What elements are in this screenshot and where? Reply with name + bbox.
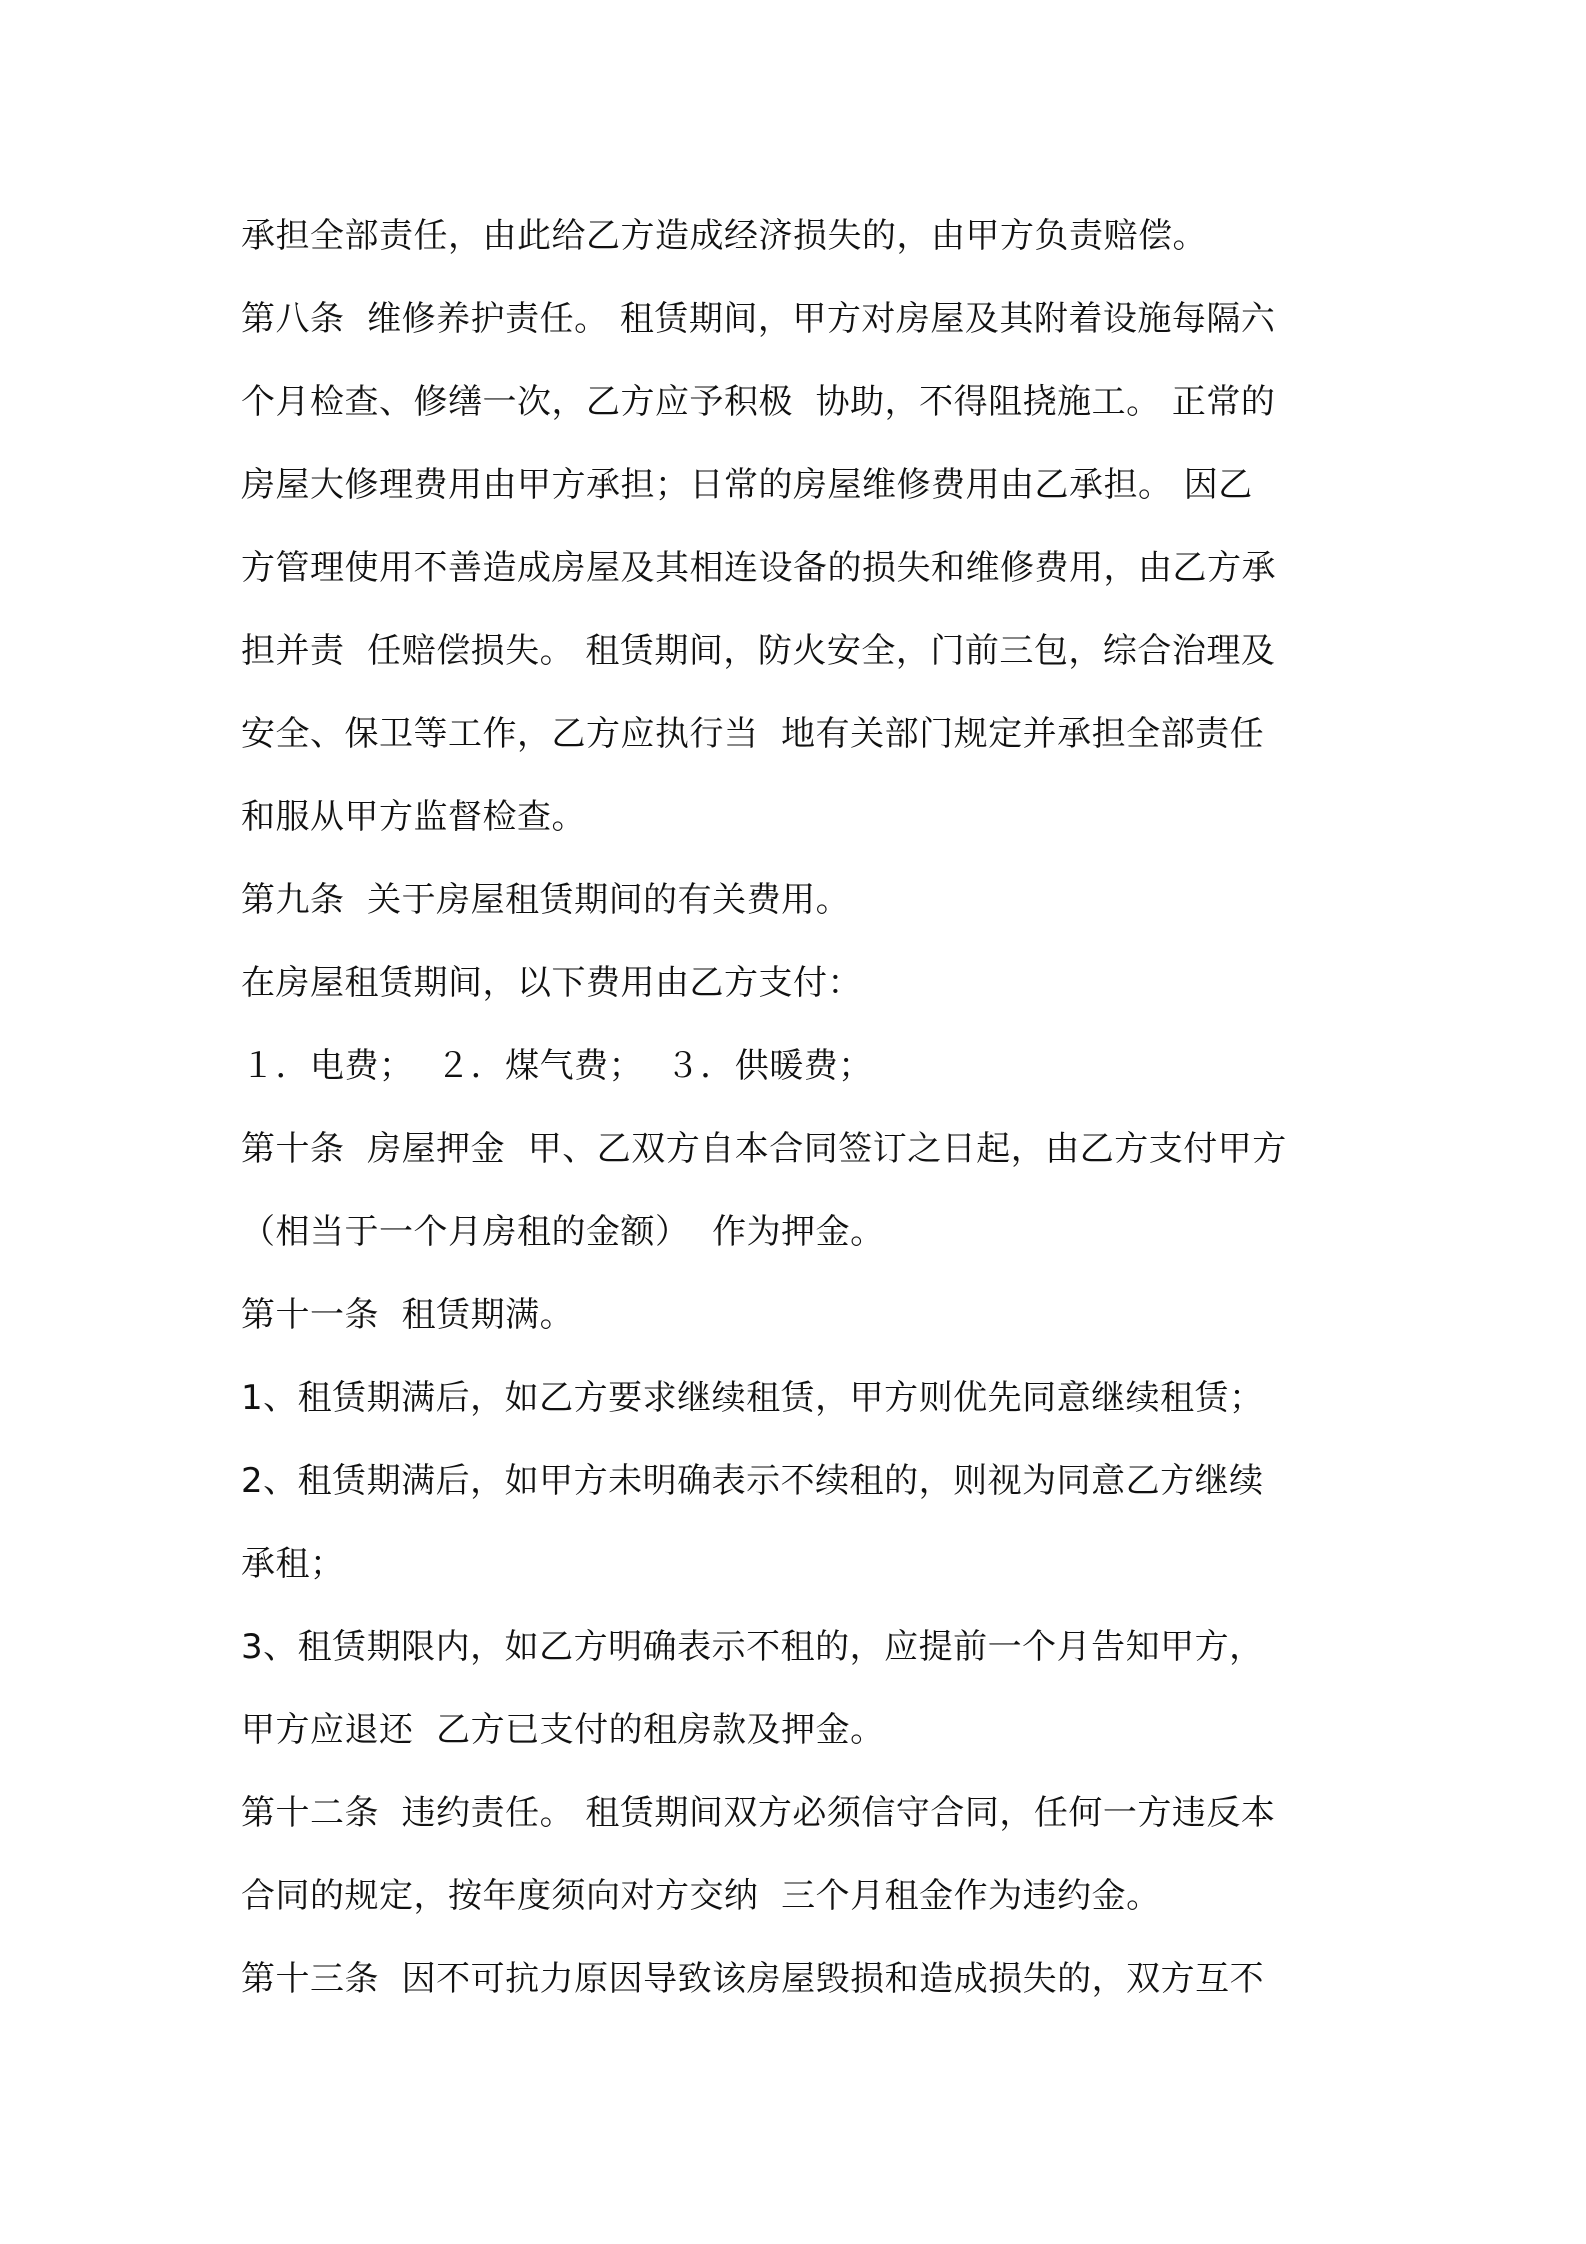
- text-line: 2、租赁期满后，如甲方未明确表示不续租的，则视为同意乙方继续: [241, 1461, 1264, 1501]
- text-line: 1、租赁期满后，如乙方要求继续租赁，甲方则优先同意继续租赁；: [241, 1378, 1264, 1418]
- text-line: 第八条 维修养护责任。 租赁期间，甲方对房屋及其附着设施每隔六: [241, 299, 1276, 339]
- text-line: 第十三条 因不可抗力原因导致该房屋毁损和造成损失的，双方互不: [241, 1959, 1265, 1999]
- text-line: （相当于一个月房租的金额） 作为押金。: [241, 1212, 885, 1252]
- text-line: 安全、保卫等工作，乙方应执行当 地有关部门规定并承担全部责任: [241, 714, 1265, 754]
- text-line: 承租；: [241, 1544, 345, 1584]
- text-line: 方管理使用不善造成房屋及其相连设备的损失和维修费用，由乙方承: [241, 548, 1276, 588]
- contract-text-block: [241, 195, 1361, 2021]
- text-line: １．电费； ２．煤气费； ３．供暖费；: [241, 1046, 873, 1086]
- text-line: 3、租赁期限内，如乙方明确表示不租的，应提前一个月告知甲方，: [241, 1627, 1264, 1667]
- text-line: 个月检查、修缮一次，乙方应予积极 协助，不得阻挠施工。 正常的: [241, 382, 1276, 422]
- text-line: 第十一条 租赁期满。: [241, 1295, 575, 1335]
- text-line: 合同的规定，按年度须向对方交纳 三个月租金作为违约金。: [241, 1876, 1161, 1916]
- text-line: 和服从甲方监督检查。: [241, 797, 586, 837]
- text-line: 在房屋租赁期间，以下费用由乙方支付：: [241, 963, 862, 1003]
- text-line: 承担全部责任，由此给乙方造成经济损失的，由甲方负责赔偿。: [241, 216, 1207, 256]
- text-line: 房屋大修理费用由甲方承担；日常的房屋维修费用由乙承担。 因乙: [241, 465, 1253, 505]
- text-line: 第十二条 违约责任。 租赁期间双方必须信守合同，任何一方违反本: [241, 1793, 1276, 1833]
- text-line: 甲方应退还 乙方已支付的租房款及押金。: [241, 1710, 885, 1750]
- text-line: 担并责 任赔偿损失。 租赁期间，防火安全，门前三包，综合治理及: [241, 631, 1276, 671]
- text-line: 第十条 房屋押金 甲、乙双方自本合同签订之日起，由乙方支付甲方: [241, 1129, 1287, 1169]
- text-line: 第九条 关于房屋租赁期间的有关费用。: [241, 880, 851, 920]
